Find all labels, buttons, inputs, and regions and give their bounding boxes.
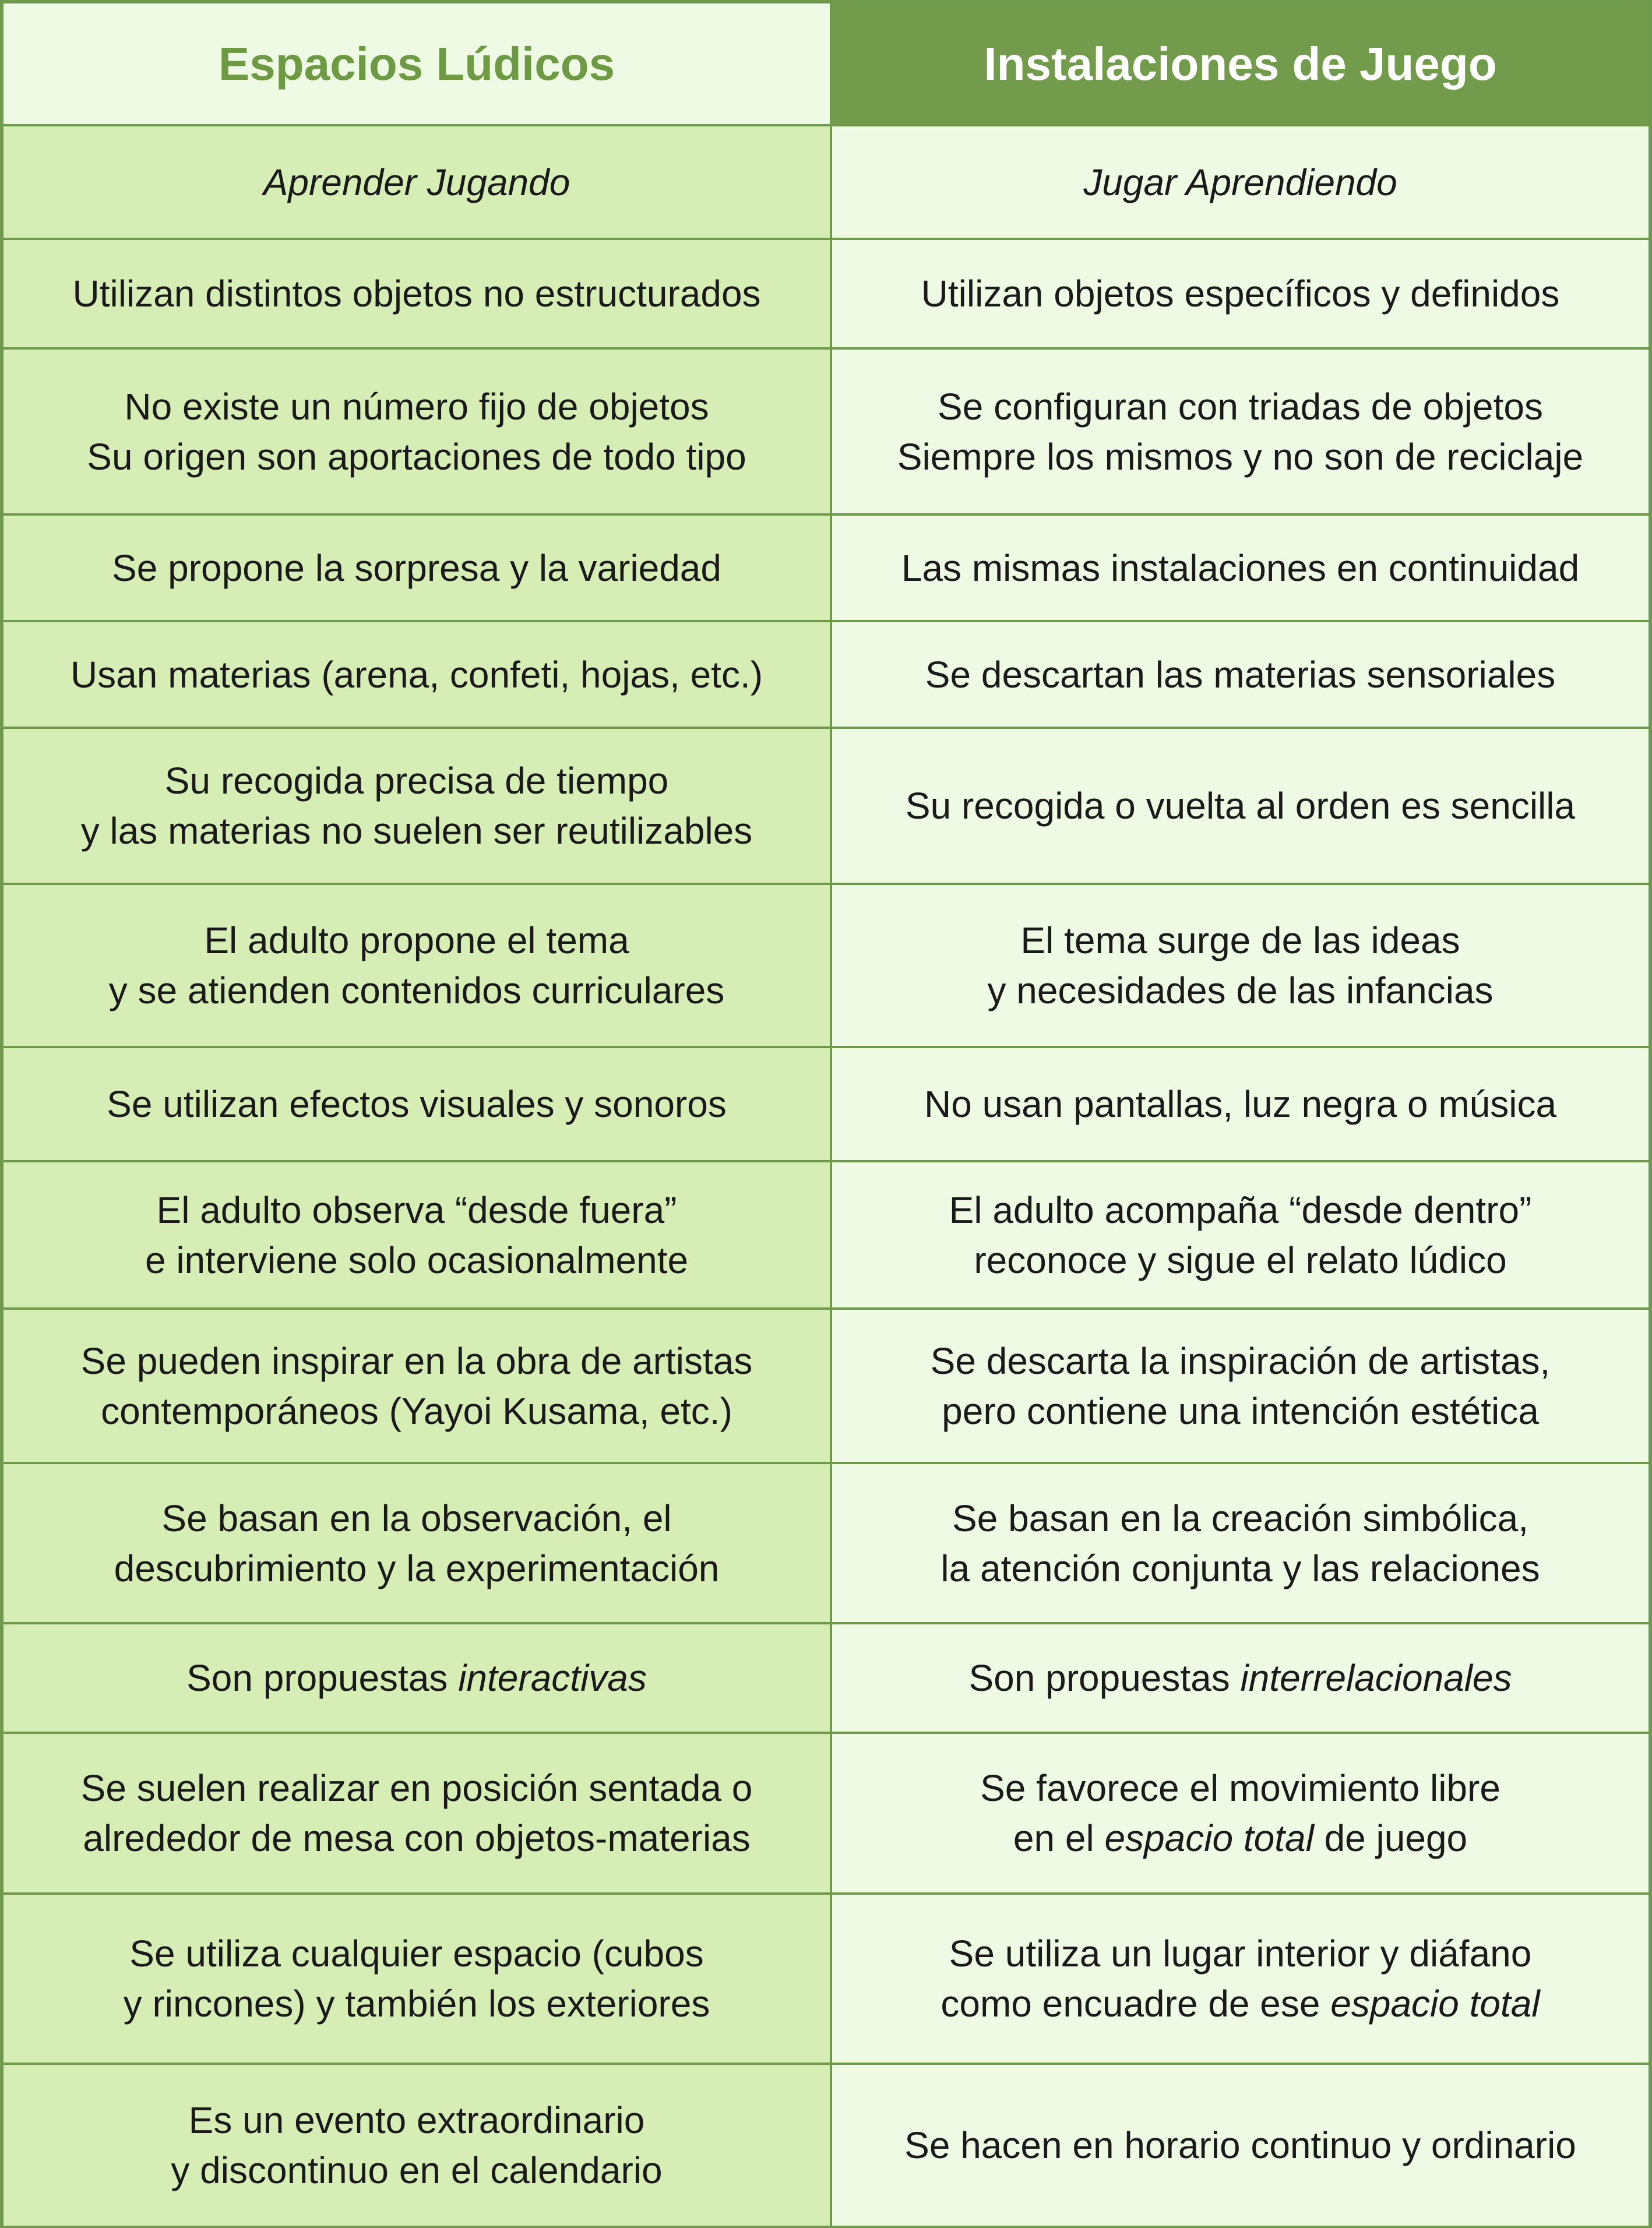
cell-text: y rincones) y también los exteriores bbox=[123, 1983, 710, 2025]
table-cell-right bbox=[832, 516, 1649, 622]
table-cell-right bbox=[832, 2065, 1649, 2226]
table-cell-right bbox=[832, 1895, 1649, 2065]
cell-text-line bbox=[114, 1543, 720, 1594]
table-cell-left bbox=[3, 126, 832, 240]
table-cell-right bbox=[832, 885, 1649, 1048]
cell-text-line bbox=[157, 1185, 677, 1235]
cell-text: y se atienden contenidos curriculares bbox=[108, 970, 725, 1011]
cell-text-line bbox=[1020, 915, 1460, 965]
cell-text-line bbox=[931, 1336, 1551, 1386]
cell-text: Se propone la sorpresa y la variedad bbox=[112, 547, 721, 589]
cell-text-line bbox=[72, 269, 760, 319]
cell-text: de juego bbox=[1313, 1817, 1468, 1859]
table-cell-left bbox=[3, 1464, 832, 1624]
table-cell-right bbox=[832, 240, 1649, 350]
cell-text: y las materias no suelen ser reutilizables bbox=[80, 810, 753, 852]
cell-text: Se configuran con triadas de objetos bbox=[938, 385, 1543, 428]
cell-text: Se utiliza cualquier espacio (cubos bbox=[129, 1933, 704, 1975]
cell-text: Su recogida precisa de tiempo bbox=[164, 760, 669, 802]
cell-text: la atención conjunta y las relaciones bbox=[941, 1547, 1540, 1589]
cell-text: Usan materias (arena, confeti, hojas, etc.) bbox=[70, 653, 763, 696]
cell-text-line bbox=[124, 1979, 710, 2029]
header-espacios-ludicos: Espacios Lúdicos bbox=[3, 3, 832, 126]
cell-text: descubrimiento y la experimentación bbox=[114, 1547, 720, 1589]
cell-text-line bbox=[186, 1653, 647, 1703]
cell-text-line bbox=[952, 1493, 1528, 1543]
cell-text: Se pueden inspirar en la obra de artistas bbox=[80, 1339, 753, 1382]
cell-text-line bbox=[974, 1235, 1506, 1285]
cell-text: Utilizan distintos objetos no estructurados bbox=[72, 273, 761, 315]
cell-text-line bbox=[83, 1813, 751, 1863]
cell-text: Siempre los mismos y no son de reciclaje bbox=[897, 435, 1584, 478]
table-cell-left bbox=[3, 240, 832, 350]
cell-text: Se suelen realizar en posición sentada o bbox=[80, 1767, 753, 1809]
table-cell-left bbox=[3, 350, 832, 516]
cell-text-line bbox=[81, 1336, 753, 1386]
cell-text: Es un evento extraordinario bbox=[188, 2099, 645, 2141]
cell-text: El adulto acompaña “desde dentro” bbox=[949, 1189, 1532, 1231]
table-cell-left bbox=[3, 1895, 832, 2065]
cell-text-line bbox=[87, 432, 746, 482]
cell-text: Utilizan objetos específicos y definidos bbox=[921, 273, 1560, 315]
cell-text-line bbox=[897, 432, 1583, 482]
cell-text-line bbox=[112, 543, 721, 593]
header-instalaciones-de-juego: Instalaciones de Juego bbox=[832, 3, 1649, 126]
cell-text-line bbox=[968, 1653, 1512, 1703]
cell-text: y discontinuo en el calendario bbox=[171, 2149, 663, 2191]
cell-text: como encuadre de ese bbox=[941, 1983, 1331, 2025]
cell-text: Se basan en la observación, el bbox=[161, 1497, 672, 1539]
italic-text: Aprender Jugando bbox=[263, 161, 570, 203]
cell-text-line bbox=[941, 1543, 1540, 1594]
cell-text-line bbox=[921, 269, 1560, 319]
cell-text: El adulto propone el tema bbox=[204, 919, 629, 961]
table-cell-right bbox=[832, 1162, 1649, 1310]
cell-text: Se utiliza un lugar interior y diáfano bbox=[949, 1933, 1532, 1975]
cell-text-line bbox=[189, 2095, 645, 2145]
cell-text-line bbox=[949, 1185, 1532, 1235]
table-cell-right bbox=[832, 1624, 1649, 1734]
cell-text-line bbox=[81, 806, 753, 856]
table-cell-left bbox=[3, 516, 832, 622]
cell-text-line bbox=[165, 756, 669, 806]
table-cell-left bbox=[3, 1162, 832, 1310]
cell-text: Las mismas instalaciones en continuidad bbox=[901, 547, 1580, 589]
cell-text-line bbox=[161, 1493, 671, 1543]
cell-text: pero contiene una intención estética bbox=[942, 1390, 1539, 1432]
cell-text: Se descartan las materias sensoriales bbox=[925, 653, 1556, 696]
italic-text: interactivas bbox=[458, 1657, 647, 1699]
cell-text: Su origen son aportaciones de todo tipo bbox=[87, 435, 746, 478]
table-cell-right bbox=[832, 729, 1649, 885]
cell-text-line bbox=[81, 1763, 753, 1813]
cell-text-line bbox=[263, 157, 570, 207]
table-cell-left bbox=[3, 622, 832, 729]
cell-text-line bbox=[925, 650, 1555, 700]
table-cell-left bbox=[3, 1734, 832, 1895]
cell-text: El adulto observa “desde fuera” bbox=[156, 1189, 677, 1231]
cell-text-line bbox=[107, 1079, 727, 1129]
cell-text-line bbox=[109, 965, 725, 1016]
cell-text-line bbox=[171, 2145, 662, 2195]
cell-text-line bbox=[124, 382, 709, 432]
cell-text-line bbox=[924, 1079, 1556, 1129]
cell-text: No usan pantallas, luz negra o música bbox=[924, 1083, 1557, 1125]
table-cell-left bbox=[3, 885, 832, 1048]
table-cell-right bbox=[832, 622, 1649, 729]
cell-text-line bbox=[101, 1386, 732, 1436]
table-cell-left bbox=[3, 1048, 832, 1162]
cell-text-line bbox=[987, 965, 1493, 1016]
cell-text-line bbox=[904, 2120, 1576, 2170]
cell-text: y necesidades de las infancias bbox=[987, 970, 1494, 1011]
table-cell-right bbox=[832, 126, 1649, 240]
table-cell-right bbox=[832, 350, 1649, 516]
table-cell-left bbox=[3, 2065, 832, 2226]
cell-text: Se hacen en horario continuo y ordinario bbox=[904, 2124, 1576, 2166]
cell-text-line bbox=[1083, 157, 1397, 207]
cell-text: El tema surge de las ideas bbox=[1020, 919, 1460, 961]
table-cell-right bbox=[832, 1464, 1649, 1624]
cell-text: reconoce y sigue el relato lúdico bbox=[974, 1239, 1507, 1281]
italic-text: interrelacionales bbox=[1240, 1657, 1512, 1699]
cell-text-line bbox=[204, 915, 629, 965]
cell-text: Se descarta la inspiración de artistas, bbox=[930, 1339, 1551, 1382]
cell-text-line bbox=[906, 781, 1575, 831]
table-cell-right bbox=[832, 1048, 1649, 1162]
cell-text: Son propuestas bbox=[186, 1657, 459, 1699]
italic-text: Jugar Aprendiendo bbox=[1083, 161, 1397, 203]
cell-text-line bbox=[71, 650, 763, 700]
cell-text-line bbox=[980, 1763, 1500, 1813]
italic-text: espacio total bbox=[1330, 1983, 1540, 2025]
cell-text-line bbox=[129, 1929, 703, 1979]
cell-text: alrededor de mesa con objetos-materias bbox=[83, 1817, 751, 1859]
cell-text: e interviene solo ocasionalmente bbox=[145, 1239, 689, 1281]
table-cell-right bbox=[832, 1734, 1649, 1895]
cell-text: Se favorece el movimiento libre bbox=[980, 1767, 1500, 1809]
cell-text: Se basan en la creación simbólica, bbox=[952, 1497, 1528, 1539]
cell-text-line bbox=[949, 1929, 1532, 1979]
cell-text-line bbox=[901, 543, 1579, 593]
cell-text: Su recogida o vuelta al orden es sencilla bbox=[905, 785, 1576, 827]
table-cell-left bbox=[3, 1310, 832, 1464]
cell-text-line bbox=[942, 1386, 1539, 1436]
cell-text: contemporáneos (Yayoi Kusama, etc.) bbox=[101, 1390, 732, 1432]
cell-text-line bbox=[941, 1979, 1540, 2029]
cell-text: Se utilizan efectos visuales y sonoros bbox=[107, 1083, 727, 1125]
cell-text: No existe un número fijo de objetos bbox=[124, 385, 709, 428]
italic-text: espacio total bbox=[1104, 1817, 1314, 1859]
table-cell-left bbox=[3, 1624, 832, 1734]
cell-text-line bbox=[938, 382, 1543, 432]
table-cell-right bbox=[832, 1310, 1649, 1464]
cell-text-line bbox=[1013, 1813, 1467, 1863]
cell-text: Son propuestas bbox=[968, 1657, 1241, 1699]
cell-text: en el bbox=[1013, 1817, 1105, 1859]
table-cell-left bbox=[3, 729, 832, 885]
cell-text-line bbox=[145, 1235, 688, 1285]
